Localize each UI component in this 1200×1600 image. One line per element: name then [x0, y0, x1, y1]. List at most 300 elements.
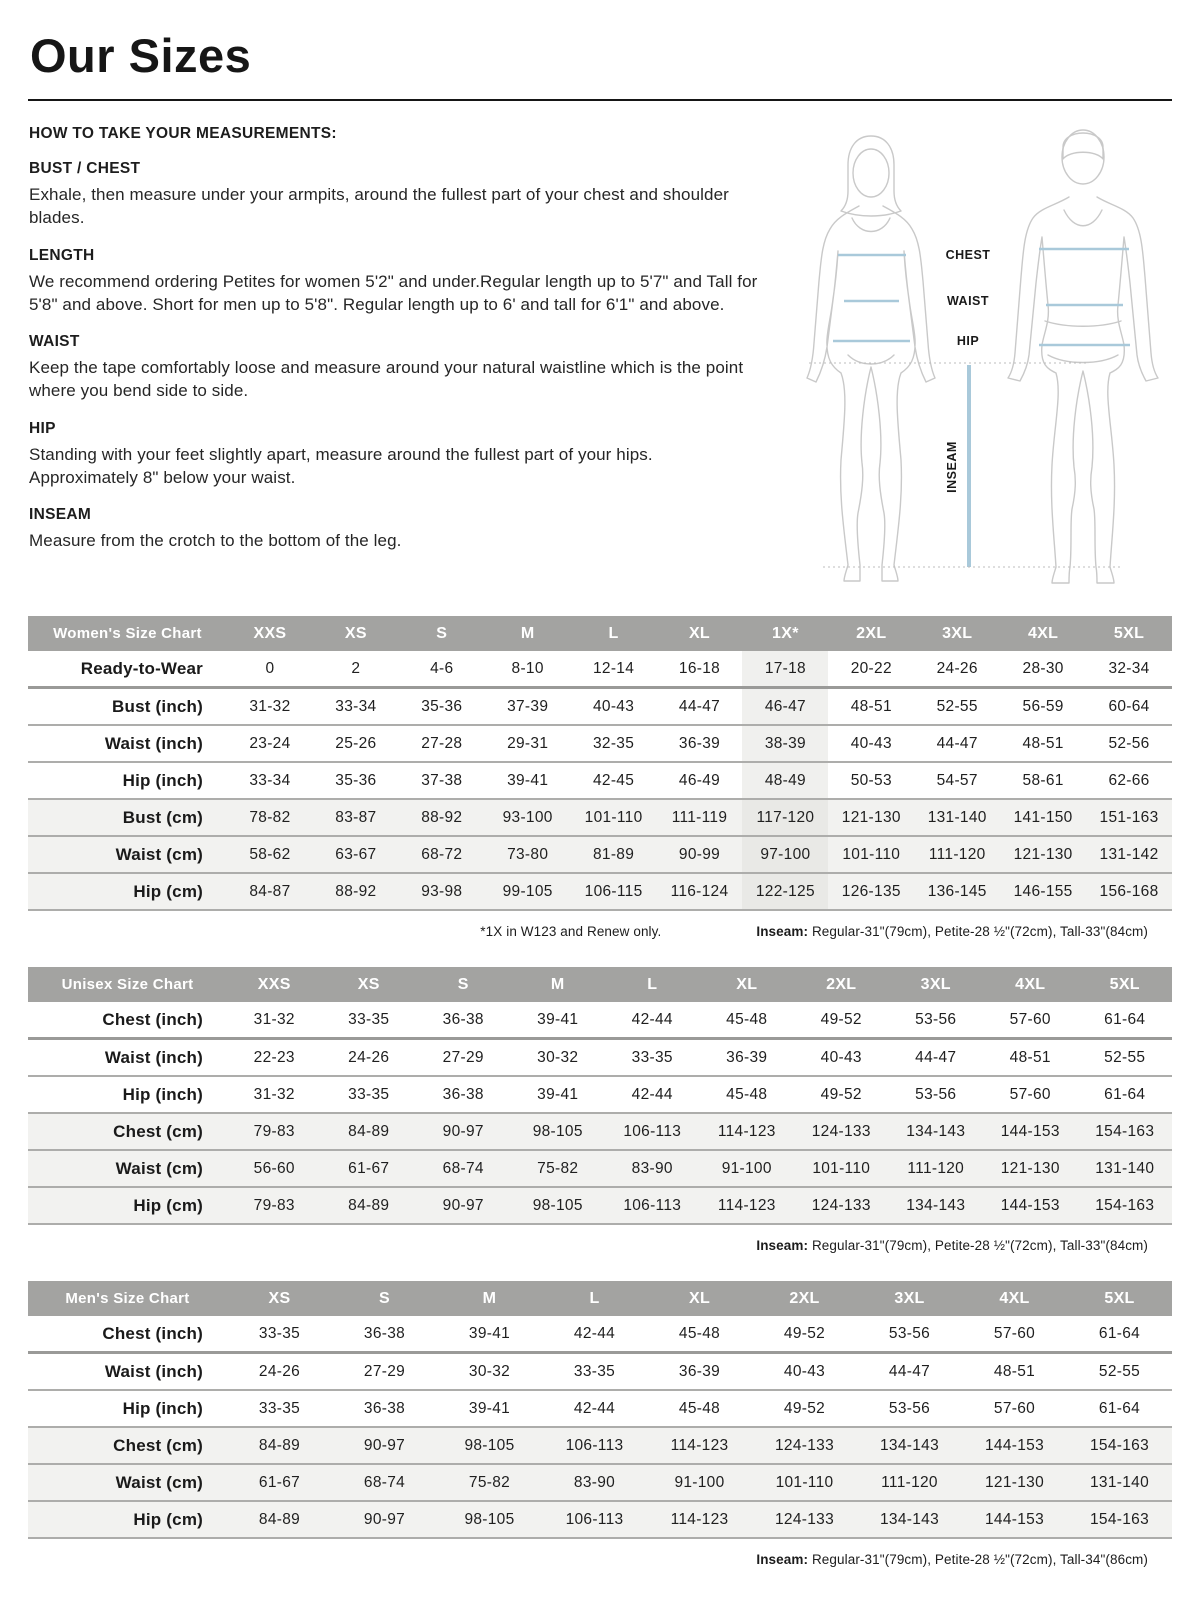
table-row [28, 873, 1172, 910]
row-label: Hip (inch) [122, 1398, 203, 1418]
size-cell: 44-47 [888, 1362, 931, 1380]
size-cell: 154-163 [1095, 1196, 1155, 1214]
size-cell: 134-143 [880, 1510, 939, 1528]
inseam-guides [809, 363, 1122, 567]
size-cell: 68-74 [363, 1473, 406, 1491]
size-cell: 20-22 [850, 659, 892, 677]
inseam-footnote [756, 924, 1148, 939]
inseam-footnote [756, 1238, 1148, 1253]
size-cell: 126-135 [841, 882, 901, 900]
chest-label: CHEST [945, 248, 991, 262]
size-cell: 40-43 [783, 1362, 826, 1380]
size-column-header: M [511, 967, 606, 1002]
hip-label: HIP [956, 334, 980, 348]
size-cell: 106-113 [623, 1196, 682, 1214]
size-cell: 98-105 [532, 1122, 583, 1140]
size-cell: 40-43 [820, 1048, 862, 1066]
womens-size-chart-table [28, 616, 1172, 911]
size-cell: 33-35 [631, 1048, 673, 1066]
size-cell: 22-23 [253, 1048, 295, 1066]
size-cell: 101-110 [842, 845, 901, 863]
size-cell: 49-52 [783, 1324, 826, 1342]
size-cell: 79-83 [253, 1196, 295, 1214]
womens-size-chart [28, 616, 1172, 941]
size-column-header: XL [657, 616, 743, 651]
size-cell: 53-56 [888, 1399, 931, 1417]
measurement-instructions [28, 121, 786, 555]
size-cell: 131-140 [1095, 1159, 1155, 1177]
size-cell: 44-47 [678, 697, 721, 715]
size-cell: 42-44 [631, 1085, 673, 1103]
size-cell: 98-105 [464, 1436, 515, 1454]
size-cell: 35-36 [335, 771, 377, 789]
size-cell: 146-155 [1013, 882, 1073, 900]
page-title: Our Sizes [30, 29, 252, 82]
mens-chart-footnotes [28, 1539, 1172, 1569]
size-cell: 37-39 [507, 697, 549, 715]
size-column-header: 5XL [1067, 1281, 1172, 1316]
table-row [28, 1187, 1172, 1224]
size-cell: 90-97 [442, 1196, 484, 1214]
size-cell: 91-100 [674, 1473, 725, 1491]
table-row [28, 836, 1172, 873]
inseam-footnote [756, 1552, 1148, 1567]
section-hip [28, 420, 786, 490]
size-cell: 27-29 [442, 1048, 484, 1066]
size-column-header: 4XL [962, 1281, 1067, 1316]
size-cell: 154-163 [1090, 1436, 1149, 1454]
size-column-header: 5XL [1086, 616, 1172, 651]
size-cell: 36-38 [442, 1010, 484, 1028]
size-column-header: XXS [227, 616, 313, 651]
size-cell: 42-45 [593, 771, 635, 789]
size-cell: 36-39 [678, 1362, 721, 1380]
table-row [28, 1464, 1172, 1501]
size-cell: 154-163 [1095, 1122, 1155, 1140]
size-cell: 28-30 [1022, 659, 1064, 677]
size-cell: 52-55 [936, 697, 978, 715]
row-label: Bust (cm) [122, 807, 203, 827]
size-column-header: 5XL [1078, 967, 1173, 1002]
size-cell: 134-143 [880, 1436, 939, 1454]
size-column-header: L [571, 616, 657, 651]
mens-size-chart-table [28, 1281, 1172, 1539]
size-cell: 98-105 [532, 1196, 583, 1214]
size-cell: 27-28 [421, 734, 463, 752]
size-chart-title: Women's Size Chart [28, 616, 227, 651]
size-cell: 27-29 [363, 1362, 406, 1380]
size-cell: 50-53 [850, 771, 892, 789]
size-column-header: 2XL [794, 967, 889, 1002]
size-cell: 36-38 [363, 1324, 406, 1342]
size-column-header: L [542, 1281, 647, 1316]
row-label: Bust (inch) [112, 696, 203, 716]
size-column-header: 3XL [889, 967, 984, 1002]
row-label: Hip (cm) [133, 1195, 203, 1215]
size-column-header: 3XL [914, 616, 1000, 651]
size-cell: 58-61 [1022, 771, 1064, 789]
size-cell: 61-64 [1104, 1010, 1146, 1028]
size-cell: 56-60 [253, 1159, 295, 1177]
size-cell: 68-74 [442, 1159, 484, 1177]
size-column-header: L [605, 967, 700, 1002]
size-cell: 144-153 [1000, 1122, 1060, 1140]
size-cell: 93-100 [502, 808, 553, 826]
size-cell: 57-60 [1009, 1010, 1051, 1028]
size-cell: 121-130 [1000, 1159, 1060, 1177]
unisex-chart-footnotes [28, 1225, 1172, 1255]
row-label: Waist (cm) [115, 1158, 203, 1178]
size-cell: 31-32 [249, 697, 291, 715]
size-column-header: M [437, 1281, 542, 1316]
size-cell: 99-105 [502, 882, 553, 900]
size-cell: 75-82 [468, 1473, 511, 1491]
section-heading: HIP [29, 419, 56, 437]
size-cell: 33-35 [348, 1085, 390, 1103]
size-cell: 156-168 [1099, 882, 1159, 900]
size-cell: 30-32 [468, 1362, 511, 1380]
size-cell: 61-67 [348, 1159, 390, 1177]
size-column-header: 2XL [828, 616, 914, 651]
size-cell: 42-44 [631, 1010, 673, 1028]
size-cell: 16-18 [678, 659, 721, 677]
size-cell: 33-34 [249, 771, 291, 789]
size-cell: 144-153 [985, 1436, 1044, 1454]
size-cell: 106-115 [584, 882, 643, 900]
size-cell: 52-56 [1108, 734, 1150, 752]
size-cell: 116-124 [670, 882, 729, 900]
section-waist [28, 333, 786, 403]
table-row [28, 762, 1172, 799]
size-cell: 101-110 [812, 1159, 871, 1177]
size-cell: 73-80 [507, 845, 549, 863]
size-cell: 124-133 [775, 1510, 834, 1528]
table-row [28, 1390, 1172, 1427]
size-cell: 32-35 [593, 734, 635, 752]
size-cell: 88-92 [421, 808, 463, 826]
size-cell: 36-39 [678, 734, 721, 752]
measurement-figures-svg [786, 115, 1186, 587]
size-cell: 111-120 [928, 845, 986, 863]
size-column-header: XL [700, 967, 795, 1002]
size-cell: 97-100 [742, 836, 828, 873]
size-cell: 88-92 [335, 882, 377, 900]
size-cell: 61-64 [1098, 1324, 1141, 1342]
size-column-header: M [485, 616, 571, 651]
size-cell: 39-41 [468, 1324, 511, 1342]
inseam-footnote-label: Inseam: [756, 924, 809, 939]
inseam-footnote-label: Inseam: [756, 1552, 809, 1567]
section-body: Keep the tape comfortably loose and measure around your natural waistline which is the point where you bend side to side. [29, 358, 744, 401]
inseam-footnote-text: Regular-31"(79cm), Petite-28 ½"(72cm), Tall-34"(86cm) [808, 1552, 1148, 1567]
size-column-header: S [399, 616, 485, 651]
row-label: Waist (cm) [115, 844, 203, 864]
size-cell: 57-60 [993, 1399, 1036, 1417]
table-row [28, 1316, 1172, 1353]
size-cell: 75-82 [537, 1159, 579, 1177]
size-cell: 49-52 [820, 1085, 862, 1103]
section-heading: BUST / CHEST [29, 160, 141, 177]
table-row [28, 1039, 1172, 1077]
size-cell: 52-55 [1098, 1362, 1141, 1380]
body-measurement-diagram [786, 115, 1186, 592]
size-cell: 17-18 [742, 651, 828, 688]
row-label: Hip (inch) [122, 770, 203, 790]
size-cell: 111-120 [907, 1159, 965, 1177]
row-label: Chest (cm) [113, 1121, 203, 1141]
row-label: Waist (inch) [104, 1361, 203, 1381]
row-label: Waist (inch) [104, 1047, 203, 1067]
size-cell: 49-52 [783, 1399, 826, 1417]
size-cell: 93-98 [421, 882, 463, 900]
size-cell: 24-26 [936, 659, 978, 677]
waist-label: WAIST [946, 294, 990, 308]
size-cell: 131-142 [1099, 845, 1159, 863]
size-cell: 90-97 [363, 1510, 406, 1528]
size-cell: 37-38 [421, 771, 463, 789]
size-cell: 91-100 [721, 1159, 772, 1177]
size-cell: 42-44 [573, 1399, 616, 1417]
section-heading: INSEAM [29, 506, 92, 524]
size-cell: 101-110 [775, 1473, 834, 1491]
size-cell: 78-82 [249, 808, 291, 826]
size-cell: 60-64 [1108, 697, 1150, 715]
size-cell: 61-64 [1098, 1399, 1141, 1417]
size-cell: 49-52 [820, 1010, 862, 1028]
size-cell: 124-133 [775, 1436, 834, 1454]
size-cell: 31-32 [253, 1085, 295, 1103]
size-cell: 39-41 [537, 1010, 579, 1028]
size-cell: 134-143 [906, 1196, 966, 1214]
size-cell: 84-89 [348, 1196, 390, 1214]
size-cell: 121-130 [1013, 845, 1073, 863]
table-row [28, 1427, 1172, 1464]
size-cell: 84-89 [348, 1122, 390, 1140]
table-row [28, 651, 1172, 688]
table-row [28, 1150, 1172, 1187]
size-cell: 58-62 [249, 845, 291, 863]
table-row [28, 725, 1172, 762]
size-cell: 81-89 [593, 845, 635, 863]
mens-size-chart [28, 1281, 1172, 1569]
size-cell: 124-133 [811, 1196, 871, 1214]
top-section [28, 121, 1172, 592]
size-cell: 98-105 [464, 1510, 515, 1528]
size-cell: 39-41 [468, 1399, 511, 1417]
section-heading: LENGTH [29, 246, 95, 264]
section-body: We recommend ordering Petites for women 5'2" and under.Regular length up to 5'7" and Tall for 5'8" and above. Short for men up to 5'8". Regular length up to 6' and tall for 6'1" and above. [29, 271, 758, 314]
size-cell: 141-150 [1013, 808, 1073, 826]
inseam-footnote-label: Inseam: [756, 1238, 809, 1253]
size-cell: 32-34 [1108, 659, 1150, 677]
size-cell: 25-26 [335, 734, 377, 752]
size-cell: 61-67 [258, 1473, 301, 1491]
table-row [28, 799, 1172, 836]
section-body: Exhale, then measure under your armpits, around the fullest part of your chest and shoulder blades. [29, 185, 729, 228]
size-cell: 122-125 [742, 873, 828, 910]
size-cell: 68-72 [421, 845, 463, 863]
size-cell: 53-56 [915, 1010, 957, 1028]
size-cell: 111-119 [671, 808, 728, 826]
table-row [28, 1501, 1172, 1538]
size-cell: 62-66 [1108, 771, 1150, 789]
size-cell: 33-35 [573, 1362, 616, 1380]
row-label: Hip (cm) [133, 881, 203, 901]
size-cell: 101-110 [584, 808, 643, 826]
size-column-header: 2XL [752, 1281, 857, 1316]
size-chart-header-row [28, 967, 1172, 1002]
size-cell: 33-35 [258, 1399, 301, 1417]
size-cell: 53-56 [915, 1085, 957, 1103]
one-x-footnote: *1X in W123 and Renew only. [480, 924, 662, 939]
size-cell: 12-14 [593, 659, 635, 677]
size-cell: 106-113 [565, 1436, 624, 1454]
male-figure [1008, 130, 1158, 583]
row-label: Chest (cm) [113, 1435, 203, 1455]
table-row [28, 1076, 1172, 1113]
size-cell: 36-38 [442, 1085, 484, 1103]
size-cell: 154-163 [1090, 1510, 1149, 1528]
section-inseam [28, 506, 786, 552]
size-cell: 79-83 [253, 1122, 295, 1140]
size-column-header: XS [313, 616, 399, 651]
section-body: Standing with your feet slightly apart, measure around the fullest part of your hips. Approximately 8" below your waist. [29, 444, 653, 487]
size-cell: 33-35 [348, 1010, 390, 1028]
size-column-header: 4XL [983, 967, 1078, 1002]
size-cell: 144-153 [1000, 1196, 1060, 1214]
section-heading: WAIST [29, 333, 80, 351]
size-cell: 151-163 [1099, 808, 1159, 826]
size-cell: 83-90 [631, 1159, 673, 1177]
inseam-footnote-text: Regular-31"(79cm), Petite-28 ½"(72cm), Tall-33"(84cm) [808, 924, 1148, 939]
size-chart-header-row [28, 1281, 1172, 1316]
table-row [28, 1113, 1172, 1150]
size-chart-title: Unisex Size Chart [28, 967, 227, 1002]
size-column-header: 4XL [1000, 616, 1086, 651]
size-cell: 57-60 [1009, 1085, 1051, 1103]
size-cell: 134-143 [906, 1122, 966, 1140]
inseam-footnote-text: Regular-31"(79cm), Petite-28 ½"(72cm), Tall-33"(84cm) [808, 1238, 1148, 1253]
size-chart-title: Men's Size Chart [28, 1281, 227, 1316]
row-label: Ready-to-Wear [80, 658, 203, 678]
size-cell: 44-47 [915, 1048, 957, 1066]
row-label: Chest (inch) [102, 1323, 203, 1343]
size-cell: 114-123 [717, 1196, 776, 1214]
size-cell: 39-41 [507, 771, 549, 789]
size-cell: 131-140 [1090, 1473, 1149, 1491]
instructions-heading: HOW TO TAKE YOUR MEASUREMENTS: [29, 125, 337, 142]
row-label: Chest (inch) [102, 1009, 203, 1029]
size-cell: 24-26 [348, 1048, 390, 1066]
size-cell: 121-130 [841, 808, 901, 826]
size-cell: 90-97 [442, 1122, 484, 1140]
inseam-label: INSEAM [945, 441, 959, 493]
size-cell: 48-51 [1009, 1048, 1051, 1066]
size-column-header: XS [227, 1281, 332, 1316]
unisex-size-chart-table [28, 967, 1172, 1225]
size-cell: 131-140 [927, 808, 987, 826]
size-cell: 117-120 [742, 799, 828, 836]
size-cell: 136-145 [927, 882, 987, 900]
womens-chart-footnotes [28, 911, 1172, 941]
row-label: Hip (inch) [122, 1084, 203, 1104]
size-cell: 2 [351, 659, 361, 677]
size-cell: 57-60 [993, 1324, 1036, 1342]
size-cell: 114-123 [717, 1122, 776, 1140]
size-cell: 114-123 [670, 1436, 729, 1454]
size-cell: 42-44 [573, 1324, 616, 1342]
size-cell: 48-49 [742, 762, 828, 799]
size-cell: 83-87 [335, 808, 377, 826]
size-column-header: 1X* [742, 616, 828, 651]
size-cell: 90-99 [678, 845, 721, 863]
size-cell: 45-48 [678, 1399, 721, 1417]
size-cell: 38-39 [742, 725, 828, 762]
size-cell: 114-123 [670, 1510, 729, 1528]
size-column-header: 3XL [857, 1281, 962, 1316]
size-cell: 48-51 [1022, 734, 1064, 752]
size-cell: 84-89 [258, 1436, 301, 1454]
size-cell: 36-38 [363, 1399, 406, 1417]
size-cell: 84-87 [249, 882, 291, 900]
size-column-header: XXS [227, 967, 322, 1002]
title-divider [28, 99, 1172, 101]
size-cell: 31-32 [253, 1010, 295, 1028]
size-cell: 29-31 [507, 734, 549, 752]
female-figure [807, 136, 935, 581]
size-column-header: S [416, 967, 511, 1002]
size-cell: 61-64 [1104, 1085, 1146, 1103]
size-cell: 84-89 [258, 1510, 301, 1528]
row-label: Hip (cm) [133, 1509, 203, 1529]
size-cell: 52-55 [1104, 1048, 1146, 1066]
table-row [28, 1353, 1172, 1391]
size-cell: 45-48 [726, 1085, 768, 1103]
size-cell: 45-48 [678, 1324, 721, 1342]
size-cell: 33-35 [258, 1324, 301, 1342]
section-length [28, 247, 786, 317]
size-chart-header-row [28, 616, 1172, 651]
section-body: Measure from the crotch to the bottom of the leg. [29, 531, 402, 551]
size-column-header: S [332, 1281, 437, 1316]
size-cell: 24-26 [258, 1362, 301, 1380]
size-cell: 90-97 [363, 1436, 406, 1454]
size-column-header: XL [647, 1281, 752, 1316]
row-label: Waist (inch) [104, 733, 203, 753]
size-cell: 54-57 [936, 771, 978, 789]
size-cell: 4-6 [430, 659, 454, 677]
size-cell: 30-32 [537, 1048, 579, 1066]
size-cell: 83-90 [573, 1473, 616, 1491]
section-bust-chest [28, 160, 786, 230]
size-cell: 106-113 [623, 1122, 682, 1140]
size-cell: 53-56 [888, 1324, 931, 1342]
size-column-header: XS [322, 967, 417, 1002]
size-cell: 48-51 [993, 1362, 1036, 1380]
size-cell: 121-130 [985, 1473, 1044, 1491]
size-cell: 40-43 [850, 734, 892, 752]
size-cell: 36-39 [726, 1048, 768, 1066]
size-cell: 63-67 [335, 845, 377, 863]
size-cell: 46-47 [742, 688, 828, 726]
unisex-size-chart [28, 967, 1172, 1255]
size-cell: 106-113 [565, 1510, 624, 1528]
size-cell: 48-51 [850, 697, 892, 715]
size-cell: 33-34 [335, 697, 377, 715]
row-label: Waist (cm) [115, 1472, 203, 1492]
size-cell: 35-36 [421, 697, 463, 715]
size-cell: 111-120 [881, 1473, 938, 1491]
